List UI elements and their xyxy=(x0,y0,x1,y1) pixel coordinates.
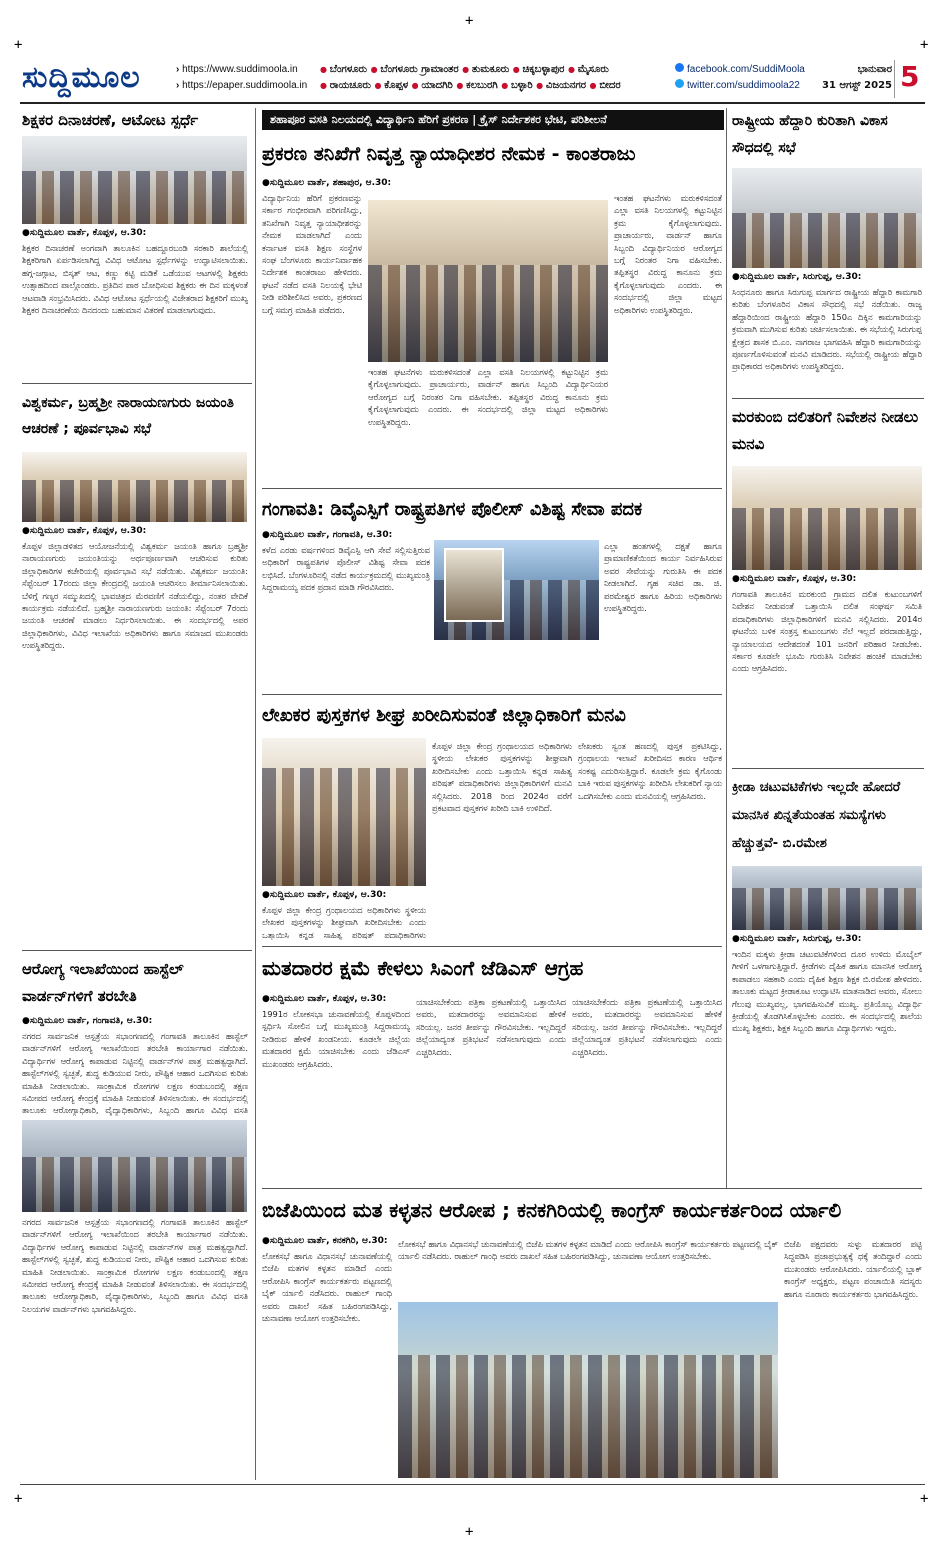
photo-training xyxy=(22,1120,247,1212)
photo-congress-rally xyxy=(398,1302,778,1478)
headline[interactable]: ಬಿಜೆಪಿಯಿಂದ ಮತ ಕಳ್ಳತನ ಆರೋಪ ; ಕನಕಗಿರಿಯಲ್ಲಿ ಕಾಂಗ್ರೆಸ್ ಕಾರ್ಯಕರ್ತರಿಂದ ರ್ಯಾಲಿ xyxy=(262,1198,842,1222)
city-label: ● ಮೈಸೂರು xyxy=(568,64,609,75)
city-label: ● ತುಮಕೂರು xyxy=(462,64,509,75)
headline[interactable]: ಶಿಕ್ಷಕರ ದಿನಾಚರಣೆ, ಆಟೋಟ ಸ್ಪರ್ಧೆ xyxy=(22,111,199,129)
issue-date xyxy=(812,62,892,94)
photo-medal-ceremony xyxy=(434,540,599,640)
city-label: ● ಬೆಂಗಳೂರು ಗ್ರಾಮಾಂತರ xyxy=(371,64,459,75)
headline[interactable]: ಆರೋಗ್ಯ ಇಲಾಖೆಯಿಂದ ಹಾಸ್ಟೆಲ್ ವಾರ್ಡನ್‌ಗಳಿಗೆ ತರಬೇತಿ xyxy=(22,960,184,1005)
article-body-top: ಲೋಕಸಭೆ ಹಾಗೂ ವಿಧಾನಸಭೆ ಚುನಾವಣೆಯಲ್ಲಿ ಬಿಜೆಪಿ ಮತಗಳ ಕಳ್ಳತನ ಮಾಡಿದೆ ಎಂದು ಆರೋಪಿಸಿ ಕಾಂಗ್ರೆಸ್ ಕಾರ್ಯಕರ್ತರು ಪಟ್ಟಣದಲ್ಲಿ ಬೈಕ್ ರ್ಯಾಲಿ ನಡೆಸಿದರು. ರಾಹುಲ್ ಗಾಂಧಿ ಅವರು ದಾಖಲೆ ಸಹಿತ ಬಹಿರಂಗಪಡಿಸಿದ್ದು, ಚುನಾವಣಾ ಆಯೋಗ ಉತ್ತರಿಸಬೇಕು. xyxy=(398,1239,778,1262)
photo-teachers-game xyxy=(22,136,247,224)
divider xyxy=(732,398,924,399)
article-body-continued: ನಗರದ ಸಾರ್ವಜನಿಕ ಆಸ್ಪತ್ರೆಯ ಸಭಾಂಗಣದಲ್ಲಿ ಗಂಗಾವತಿ ತಾಲೂಕಿನ ಹಾಸ್ಟೆಲ್ ವಾರ್ಡನ್‌ಗಳಿಗೆ ಆರೋಗ್ಯ ಇಲಾಖೆಯಿಂದ ತರಬೇತಿ ಕಾರ್ಯಾಗಾರ ನಡೆಯಿತು. ವಿದ್ಯಾರ್ಥಿಗಳ ಆರೋಗ್ಯ ಕಾಪಾಡುವ ನಿಟ್ಟಿನಲ್ಲಿ ವಾರ್ಡನ್‌ಗಳ ಪಾತ್ರ ಮಹತ್ವದ್ದಾಗಿದೆ. ಹಾಸ್ಟೆಲ್‌ಗಳಲ್ಲಿ ಸ್ವಚ್ಛತೆ, ಶುದ್ಧ ಕುಡಿಯುವ ನೀರು, ಪೌಷ್ಟಿಕ ಆಹಾರ ಒದಗಿಸುವ ಕುರಿತು ಮಾಹಿತಿ ನೀಡಲಾಯಿತು. ಸಾಂಕ್ರಾಮಿಕ ರೋಗಗಳ ಲಕ್ಷಣ ಕಂಡುಬಂದಲ್ಲಿ ತಕ್ಷಣ ಸಮೀಪದ ಆರೋಗ್ಯ ಕೇಂದ್ರಕ್ಕೆ ಮಾಹಿತಿ ನೀಡುವಂತೆ ತಿಳಿಸಲಾಯಿತು. ಈ ಸಂದರ್ಭದಲ್ಲಿ ತಾಲೂಕು ಆರೋಗ್ಯಾಧಿಕಾರಿ, ವೈದ್ಯಾಧಿಕಾರಿಗಳು, ಸಿಬ್ಬಂದಿ ಹಾಗೂ ವಿವಿಧ ವಸತಿ ನಿಲಯಗಳ ವಾರ್ಡನ್‌ಗಳು ಭಾಗವಹಿಸಿದ್ದರು. xyxy=(22,1217,248,1314)
byline: ●ಸುದ್ದಿಮೂಲ ವಾರ್ತೆ, ಸಿರುಗುಪ್ಪ, ಆ.30: xyxy=(732,934,862,944)
city-label: ● ಬೀದರ xyxy=(590,80,621,91)
column-rule xyxy=(255,108,256,1480)
article-body: ಕಳೆದ ಎರಡು ವರ್ಷಗಳಿಂದ ಡಿವೈಎಸ್ಪಿ ಆಗಿ ಸೇವೆ ಸಲ್ಲಿಸುತ್ತಿರುವ ಅಧಿಕಾರಿಗೆ ರಾಷ್ಟ್ರಪತಿಗಳ ಪೊಲೀಸ್ ವಿಶಿಷ್ಟ ಸೇವಾ ಪದಕ ಲಭಿಸಿದೆ. ಬೆಂಗಳೂರಿನಲ್ಲಿ ನಡೆದ ಕಾರ್ಯಕ್ರಮದಲ್ಲಿ ಮುಖ್ಯಮಂತ್ರಿ ಸಿದ್ದರಾಮಯ್ಯ ಪದಕ ಪ್ರದಾನ ಮಾಡಿ ಗೌರವಿಸಿದರು. xyxy=(262,545,430,593)
photo-officials-visit xyxy=(368,200,608,362)
article-body: 1991ರ ಲೋಕಸಭಾ ಚುನಾವಣೆಯಲ್ಲಿ ಕೊಪ್ಪಳದಿಂದ ಸ್ಪರ್ಧಿಸಿ ಸೋಲಿನ ಬಗ್ಗೆ ಮುಖ್ಯಮಂತ್ರಿ ಸಿದ್ದರಾಮಯ್ಯ ನೀಡಿರುವ ಹೇಳಿಕೆ ಖಂಡನೀಯ. ಕೂಡಲೇ ಜಿಲ್ಲೆಯ ಮತದಾರರ ಕ್ಷಮೆ ಯಾಚಿಸಬೇಕು ಎಂದು ಜೆಡಿಎಸ್ ಮುಖಂಡರು ಆಗ್ರಹಿಸಿದರು. xyxy=(262,1009,410,1069)
headline[interactable]: ಪ್ರಕರಣ ತನಿಖೆಗೆ ನಿವೃತ್ತ ನ್ಯಾಯಾಧೀಶರ ನೇಮಕ - ಕಾಂತರಾಜು xyxy=(262,143,636,165)
article-body-mid: ಕೊಪ್ಪಳ ಜಿಲ್ಲಾ ಕೇಂದ್ರ ಗ್ರಂಥಾಲಯದ ಅಧಿಕಾರಿಗಳು ಸ್ಥಳೀಯ ಲೇಖಕರ ಪುಸ್ತಕಗಳನ್ನು ಶೀಘ್ರವಾಗಿ ಖರೀದಿಸಬೇಕು ಎಂದು ಒತ್ತಾಯಿಸಿ ಕನ್ನಡ ಸಾಹಿತ್ಯ ಪರಿಷತ್ ಪದಾಧಿಕಾರಿಗಳು ಜಿಲ್ಲಾಧಿಕಾರಿಗಳಿಗೆ ಮನವಿ ಸಲ್ಲಿಸಿದರು. 2018 ರಿಂದ 2024ರ ವರೆಗೆ ಪ್ರಕಟವಾದ ಪುಸ್ತಕಗಳ ಖರೀದಿ ಬಾಕಿ ಉಳಿದಿದೆ. xyxy=(432,741,572,814)
masthead-links xyxy=(176,62,307,94)
headline[interactable]: ಕ್ರೀಡಾ ಚಟುವಟಿಕೆಗಳು ಇಲ್ಲದೇ ಹೋದರೆ ಮಾನಸಿಕ ಖಿನ್ನತೆಯಂತಹ ಸಮಸ್ಯೆಗಳು ಹೆಚ್ಚುತ್ತವೆ- ಬಿ.ರಮೇಶ xyxy=(732,780,901,851)
headline[interactable]: ಮತದಾರರ ಕ್ಷಮೆ ಕೇಳಲು ಸಿಎಂಗೆ ಜೆಡಿಎಸ್ ಆಗ್ರಹ xyxy=(262,956,584,980)
facebook-link[interactable] xyxy=(675,62,805,78)
headline[interactable]: ಮರಕುಂಬಿ ದಲಿತರಿಗೆ ನಿವೇಶನ ನೀಡಲು ಮನವಿ xyxy=(732,408,919,453)
edition-cities xyxy=(320,62,670,94)
article-body: ನಗರದ ಸಾರ್ವಜನಿಕ ಆಸ್ಪತ್ರೆಯ ಸಭಾಂಗಣದಲ್ಲಿ ಗಂಗಾವತಿ ತಾಲೂಕಿನ ಹಾಸ್ಟೆಲ್ ವಾರ್ಡನ್‌ಗಳಿಗೆ ಆರೋಗ್ಯ ಇಲಾಖೆಯಿಂದ ತರಬೇತಿ ಕಾರ್ಯಾಗಾರ ನಡೆಯಿತು. ವಿದ್ಯಾರ್ಥಿಗಳ ಆರೋಗ್ಯ ಕಾಪಾಡುವ ನಿಟ್ಟಿನಲ್ಲಿ ವಾರ್ಡನ್‌ಗಳ ಪಾತ್ರ ಮಹತ್ವದ್ದಾಗಿದೆ. ಹಾಸ್ಟೆಲ್‌ಗಳಲ್ಲಿ ಸ್ವಚ್ಛತೆ, ಶುದ್ಧ ಕುಡಿಯುವ ನೀರು, ಪೌಷ್ಟಿಕ ಆಹಾರ ಒದಗಿಸುವ ಕುರಿತು ಮಾಹಿತಿ ನೀಡಲಾಯಿತು. ಸಾಂಕ್ರಾಮಿಕ ರೋಗಗಳ ಲಕ್ಷಣ ಕಂಡುಬಂದಲ್ಲಿ ತಕ್ಷಣ ಸಮೀಪದ ಆರೋಗ್ಯ ಕೇಂದ್ರಕ್ಕೆ ಮಾಹಿತಿ ನೀಡುವಂತೆ ತಿಳಿಸಲಾಯಿತು. ಈ ಸಂದರ್ಭದಲ್ಲಿ ತಾಲೂಕು ಆರೋಗ್ಯಾಧಿಕಾರಿ, ವೈದ್ಯಾಧಿಕಾರಿಗಳು, ಸಿಬ್ಬಂದಿ ಹಾಗೂ ವಿವಿಧ ವಸತಿ xyxy=(22,1031,248,1116)
website-link[interactable]: › https://www.suddimoola.in xyxy=(176,62,307,78)
headline[interactable]: ಲೇಖಕರ ಪುಸ್ತಕಗಳ ಶೀಘ್ರ ಖರೀದಿಸುವಂತೆ ಜಿಲ್ಲಾಧಿಕಾರಿಗೆ ಮನವಿ xyxy=(262,705,626,726)
article-body: ಇಂದಿನ ಮಕ್ಕಳು ಕ್ರೀಡಾ ಚಟುವಟಿಕೆಗಳಿಂದ ದೂರ ಉಳಿದು ಮೊಬೈಲ್ ಗೀಳಿಗೆ ಒಳಗಾಗುತ್ತಿದ್ದಾರೆ. ಕ್ರೀಡೆಗಳು ದೈಹಿಕ ಹಾಗೂ ಮಾನಸಿಕ ಆರೋಗ್ಯ ಕಾಪಾಡಲು ಸಹಕಾರಿ ಎಂದು ದೈಹಿಕ ಶಿಕ್ಷಣ ಶಿಕ್ಷಕ ಬಿ.ರಮೇಶ ಹೇಳಿದರು. ತಾಲೂಕು ಮಟ್ಟದ ಕ್ರೀಡಾಕೂಟ ಉದ್ಘಾಟಿಸಿ ಮಾತನಾಡಿದ ಅವರು, ಸೋಲು ಗೆಲುವು ಮುಖ್ಯವಲ್ಲ, ಭಾಗವಹಿಸುವಿಕೆ ಮುಖ್ಯ. ಪ್ರತಿಯೊಬ್ಬ ವಿದ್ಯಾರ್ಥಿ ಕ್ರೀಡೆಯಲ್ಲಿ ತೊಡಗಿಸಿಕೊಳ್ಳಬೇಕು ಎಂದರು. ಈ ಸಂದರ್ಭದಲ್ಲಿ ಶಾಲೆಯ ಮುಖ್ಯ ಶಿಕ್ಷಕರು, ಶಿಕ್ಷಕ ಸಿಬ್ಬಂದಿ ಹಾಗೂ ವಿದ್ಯಾರ್ಥಿಗಳು ಇದ್ದರು. xyxy=(732,949,922,1034)
date: 31 ಆಗಸ್ಟ್ 2025 xyxy=(822,80,892,91)
city-label: ● ಚಿಕ್ಕಬಳ್ಳಾಪುರ xyxy=(513,64,565,75)
divider xyxy=(262,1188,922,1189)
byline: ●ಸುದ್ದಿಮೂಲ ವಾರ್ತೆ, ಸಿರುಗುಪ್ಪ, ಆ.30: xyxy=(732,272,862,282)
facebook-icon xyxy=(675,63,684,72)
byline: ●ಸುದ್ದಿಮೂಲ ವಾರ್ತೆ, ಕೊಪ್ಪಳ, ಆ.30: xyxy=(262,994,387,1004)
byline: ●ಸುದ್ದಿಮೂಲ ವಾರ್ತೆ, ಕೊಪ್ಪಳ, ಆ.30: xyxy=(22,526,147,536)
byline: ●ಸುದ್ದಿಮೂಲ ವಾರ್ತೆ, ಕೊಪ್ಪಳ, ಆ.30: xyxy=(22,228,147,238)
photo-memorandum-dc xyxy=(732,466,922,570)
article-body: ಕೊಪ್ಪಳ ಜಿಲ್ಲಾಡಳಿತದ ಆಯೋಜನೆಯಲ್ಲಿ ವಿಶ್ವಕರ್ಮ ಜಯಂತಿ ಹಾಗೂ ಬ್ರಹ್ಮಶ್ರೀ ನಾರಾಯಣಗುರು ಜಯಂತಿಯನ್ನು ಅರ್ಥಪೂರ್ಣವಾಗಿ ಆಚರಿಸುವ ಕುರಿತು ಜಿಲ್ಲಾಧಿಕಾರಿಗಳ ಕಚೇರಿಯಲ್ಲಿ ಪೂರ್ವಭಾವಿ ಸಭೆ ನಡೆಯಿತು. ವಿಶ್ವಕರ್ಮ ಜಯಂತಿ: ಸೆಪ್ಟೆಂಬರ್ 17ರಂದು ಜಿಲ್ಲಾ ಕೇಂದ್ರದಲ್ಲಿ ಜಯಂತಿ ಆಚರಿಸಲು ತೀರ್ಮಾನಿಸಲಾಯಿತು. ಬೆಳಿಗ್ಗೆ ಗಣ್ಯರ ಸಮ್ಮುಖದಲ್ಲಿ ಭಾವಚಿತ್ರದ ಮೆರವಣಿಗೆ ನಡೆಯಲಿದ್ದು, ನಂತರ ವೇದಿಕೆ ಕಾರ್ಯಕ್ರಮ ನಡೆಯಲಿದೆ. ಬ್ರಹ್ಮಶ್ರೀ ನಾರಾಯಣಗುರು ಜಯಂತಿ: ಸೆಪ್ಟೆಂಬರ್ 7ರಂದು ಜಯಂತಿ ಆಚರಣೆ ಮಾಡಲು ನಿರ್ಧರಿಸಲಾಯಿತು. ಈ ಸಂದರ್ಭದಲ್ಲಿ ಅಪರ ಜಿಲ್ಲಾಧಿಕಾರಿಗಳು, ವಿವಿಧ ಇಲಾಖೆಯ ಅಧಿಕಾರಿಗಳು ಹಾಗೂ ಸಮಾಜದ ಮುಖಂಡರು ಉಪಸ್ಥಿತರಿದ್ದರು. xyxy=(22,541,248,651)
masthead-rule xyxy=(20,102,925,104)
city-label: ● ಯಾದಗಿರಿ xyxy=(412,80,453,91)
byline: ●ಸುದ್ದಿಮೂಲ ವಾರ್ತೆ, ಕನಕಗಿರಿ, ಆ.30: xyxy=(262,1236,388,1246)
byline: ●ಸುದ್ದಿಮೂಲ ವಾರ್ತೆ, ಶಹಾಪುರ, ಆ.30: xyxy=(262,178,392,188)
footer-rule xyxy=(20,1484,925,1485)
column-rule xyxy=(726,108,727,1188)
article-body-mid: ಇಂತಹ ಘಟನೆಗಳು ಮರುಕಳಿಸದಂತೆ ಎಲ್ಲಾ ವಸತಿ ನಿಲಯಗಳಲ್ಲಿ ಕಟ್ಟುನಿಟ್ಟಿನ ಕ್ರಮ ಕೈಗೊಳ್ಳಲಾಗುವುದು. ಪ್ರಾಚಾರ್ಯರು, ವಾರ್ಡನ್ ಹಾಗೂ ಸಿಬ್ಬಂದಿ ವಿದ್ಯಾರ್ಥಿನಿಯರ ಆರೋಗ್ಯದ ಬಗ್ಗೆ ನಿರಂತರ ನಿಗಾ ವಹಿಸಬೇಕು. ತಪ್ಪಿತಸ್ಥರ ವಿರುದ್ಧ ಕಾನೂನು ಕ್ರಮ ಕೈಗೊಳ್ಳಲಾಗುವುದು ಎಂದರು. ಈ ಸಂದರ್ಭದಲ್ಲಿ ಜಿಲ್ಲಾ ಮಟ್ಟದ ಅಧಿಕಾರಿಗಳು ಉಪಸ್ಥಿತರಿದ್ದರು. xyxy=(368,367,608,427)
twitter-icon xyxy=(675,79,684,88)
divider xyxy=(22,950,252,951)
photo-vikasa-soudha-meeting xyxy=(732,168,922,268)
divider xyxy=(894,60,895,98)
registration-mark: + xyxy=(920,37,929,53)
page-number: 5 xyxy=(900,60,920,93)
registration-mark: + xyxy=(14,1491,23,1507)
divider xyxy=(262,694,722,695)
city-label: ● ಕಲಬುರಗಿ xyxy=(456,80,497,91)
city-label: ● ಬಳ್ಳಾರಿ xyxy=(501,80,532,91)
article-body-right: ಲೇಖಕರು ಸ್ವಂತ ಹಣದಲ್ಲಿ ಪುಸ್ತಕ ಪ್ರಕಟಿಸಿದ್ದು, ಗ್ರಂಥಾಲಯ ಇಲಾಖೆ ಖರೀದಿಸದ ಕಾರಣ ಆರ್ಥಿಕ ಸಂಕಷ್ಟ ಎದುರಿಸುತ್ತಿದ್ದಾರೆ. ಕೂಡಲೇ ಕ್ರಮ ಕೈಗೊಂಡು ಬಾಕಿ ಇರುವ ಪುಸ್ತಕಗಳನ್ನು ಖರೀದಿಸಿ ಲೇಖಕರಿಗೆ ನ್ಯಾಯ ಒದಗಿಸಬೇಕು ಎಂದು ಮನವಿಯಲ್ಲಿ ಆಗ್ರಹಿಸಿದರು. xyxy=(578,741,722,801)
registration-mark: + xyxy=(14,37,23,53)
article-body: ಲೋಕಸಭೆ ಹಾಗೂ ವಿಧಾನಸಭೆ ಚುನಾವಣೆಯಲ್ಲಿ ಬಿಜೆಪಿ ಮತಗಳ ಕಳ್ಳತನ ಮಾಡಿದೆ ಎಂದು ಆರೋಪಿಸಿ ಕಾಂಗ್ರೆಸ್ ಕಾರ್ಯಕರ್ತರು ಪಟ್ಟಣದಲ್ಲಿ ಬೈಕ್ ರ್ಯಾಲಿ ನಡೆಸಿದರು. ರಾಹುಲ್ ಗಾಂಧಿ ಅವರು ದಾಖಲೆ ಸಹಿತ ಬಹಿರಂಗಪಡಿಸಿದ್ದು, ಚುನಾವಣಾ ಆಯೋಗ ಉತ್ತರಿಸಬೇಕು. xyxy=(262,1251,392,1324)
headline[interactable]: ರಾಷ್ಟ್ರೀಯ ಹೆದ್ದಾರಿ ಕುರಿತಾಗಿ ವಿಕಾಸ ಸೌಧದಲ್ಲಿ ಸಭೆ xyxy=(732,113,888,156)
twitter-link[interactable] xyxy=(675,78,805,94)
byline: ●ಸುದ್ದಿಮೂಲ ವಾರ್ತೆ, ಕೊಪ್ಪಳ, ಆ.30: xyxy=(262,890,387,900)
divider xyxy=(732,768,924,769)
headline[interactable]: ವಿಶ್ವಕರ್ಮ, ಬ್ರಹ್ಮಶ್ರೀ ನಾರಾಯಣಗುರು ಜಯಂತಿ ಆಚರಣೆ ; ಪೂರ್ವಭಾವಿ ಸಭೆ xyxy=(22,395,234,437)
byline: ●ಸುದ್ದಿಮೂಲ ವಾರ್ತೆ, ಗಂಗಾವತಿ, ಆ.30: xyxy=(22,1016,153,1026)
social-links xyxy=(675,62,805,94)
city-label: ● ರಾಯಚೂರು xyxy=(320,80,371,91)
headline[interactable]: ಗಂಗಾವತಿ: ಡಿವೈಎಸ್ಪಿಗೆ ರಾಷ್ಟ್ರಪತಿಗಳ ಪೊಲೀಸ್ ವಿಶಿಷ್ಟ ಸೇವಾ ಪದಕ xyxy=(262,499,643,520)
article-body: ವಿದ್ಯಾರ್ಥಿನಿಯ ಹೆರಿಗೆ ಪ್ರಕರಣವನ್ನು ಸರ್ಕಾರ ಗಂಭೀರವಾಗಿ ಪರಿಗಣಿಸಿದ್ದು, ತನಿಖೆಗಾಗಿ ನಿವೃತ್ತ ನ್ಯಾಯಾಧೀಶರನ್ನು ನೇಮಕ ಮಾಡಲಾಗಿದೆ ಎಂದು ಕರ್ನಾಟಕ ವಸತಿ ಶಿಕ್ಷಣ ಸಂಸ್ಥೆಗಳ ಸಂಘ ಬೆಂಗಳೂರು ಕಾರ್ಯನಿರ್ವಾಹಕ ನಿರ್ದೇಶಕ ಕಾಂತರಾಜು ಹೇಳಿದರು. ಘಟನೆ ನಡೆದ ವಸತಿ ನಿಲಯಕ್ಕೆ ಭೇಟಿ ನೀಡಿ ಪರಿಶೀಲಿಸಿದ ಅವರು, ಪ್ರಕರಣದ ಬಗ್ಗೆ ಸಮಗ್ರ ಮಾಹಿತಿ ಪಡೆದರು. xyxy=(262,193,362,315)
registration-mark: + xyxy=(465,13,474,29)
facebook-url: facebook.com/SuddiMoola xyxy=(687,64,805,75)
article-body-right: ಯಾಚಿಸಬೇಕೆಂದು ಪತ್ರಿಕಾ ಪ್ರಕಟಣೆಯಲ್ಲಿ ಒತ್ತಾಯಿಸಿದ ಅವರು, ಮತದಾರರನ್ನು ಅವಮಾನಿಸುವ ಹೇಳಿಕೆ ಸರಿಯಲ್ಲ. ಜನರ ತೀರ್ಪನ್ನು ಗೌರವಿಸಬೇಕು. ಇಲ್ಲದಿದ್ದರೆ ಜಿಲ್ಲೆಯಾದ್ಯಂತ ಪ್ರತಿಭಟನೆ ನಡೆಸಲಾಗುವುದು ಎಂದು ಎಚ್ಚರಿಸಿದರು. xyxy=(572,997,722,1057)
photo-sports-meet xyxy=(732,866,922,930)
byline: ●ಸುದ್ದಿಮೂಲ ವಾರ್ತೆ, ಕೊಪ್ಪಳ, ಆ.30: xyxy=(732,574,857,584)
masthead-logo[interactable]: ಸುದ್ದಿಮೂಲ xyxy=(22,60,141,95)
byline: ●ಸುದ್ದಿಮೂಲ ವಾರ್ತೆ, ಗಂಗಾವತಿ, ಆ.30: xyxy=(262,530,393,540)
article-body-right: ಎಲ್ಲಾ ಹಂತಗಳಲ್ಲಿ ದಕ್ಷತೆ ಹಾಗೂ ಪ್ರಾಮಾಣಿಕತೆಯಿಂದ ಕಾರ್ಯ ನಿರ್ವಹಿಸಿರುವ ಅವರ ಸೇವೆಯನ್ನು ಗುರುತಿಸಿ ಈ ಪದಕ ನೀಡಲಾಗಿದೆ. ಗೃಹ ಸಚಿವ ಡಾ. ಜಿ. ಪರಮೇಶ್ವರ ಹಾಗೂ ಹಿರಿಯ ಅಧಿಕಾರಿಗಳು ಉಪಸ್ಥಿತರಿದ್ದರು. xyxy=(604,541,722,614)
article-body: ಶಿಕ್ಷಕರ ದಿನಾಚರಣೆ ಅಂಗವಾಗಿ ತಾಲೂಕಿನ ಬಹದ್ದೂರಬಂಡಿ ಸರಕಾರಿ ಶಾಲೆಯಲ್ಲಿ ಶಿಕ್ಷಕರಿಗಾಗಿ ಏರ್ಪಡಿಸಲಾಗಿದ್ದ ವಿವಿಧ ಆಟೋಟ ಸ್ಪರ್ಧೆಗಳನ್ನು ಉದ್ಘಾಟಿಸಲಾಯಿತು. ಹಗ್ಗ-ಜಗ್ಗಾಟ, ಬಿಸ್ಕತ್ ಆಟ, ಕಣ್ಣು ಕಟ್ಟಿ ಮಡಿಕೆ ಒಡೆಯುವ ಆಟಗಳಲ್ಲಿ ಶಿಕ್ಷಕರು ಉತ್ಸಾಹದಿಂದ ಪಾಲ್ಗೊಂಡರು. ಪ್ರತಿದಿನ ಪಾಠ ಬೋಧಿಸುವ ಶಿಕ್ಷಕರು ಈ ದಿನ ಮಕ್ಕಳಂತೆ ಆಟವಾಡಿ ಸಂಭ್ರಮಿಸಿದರು. ವಿವಿಧ ಆಟೋಟ ಸ್ಪರ್ಧೆಯಲ್ಲಿ ವಿಜೇತರಾದ ಶಿಕ್ಷಕರಿಗೆ ಮುಖ್ಯ ಶಿಕ್ಷಕರ ದಿನಾಚರಣೆಯ ದಿನದಂದು ಬಹುಮಾನ ವಿತರಣೆ ಮಾಡಲಾಗುವುದು. xyxy=(22,243,248,316)
city-label: ● ಕೊಪ್ಪಳ xyxy=(374,80,408,91)
epaper-link[interactable]: › https://epaper.suddimoola.in xyxy=(176,78,307,94)
twitter-url: twitter.com/suddimoola22 xyxy=(687,80,800,91)
kicker[interactable]: ಶಹಾಪೂರ ವಸತಿ ನಿಲಯದಲ್ಲಿ ವಿದ್ಯಾರ್ಥಿನಿ ಹೆರಿಗೆ ಪ್ರಕರಣ | ಕ್ರೈಸ್ ನಿರ್ದೇಶಕರ ಭೇಟಿ, ಪರಿಶೀಲನೆ xyxy=(262,110,724,130)
weekday: ಭಾನುವಾರ xyxy=(857,64,892,75)
photo-memorandum xyxy=(262,738,426,886)
city-label: ● ವಿಜಯನಗರ xyxy=(536,80,586,91)
city-label: ● ಬೆಂಗಳೂರು xyxy=(320,64,367,75)
photo-meeting xyxy=(22,452,247,522)
divider xyxy=(262,488,722,489)
article-body: ಸಿಂಧನೂರು ಹಾಗೂ ಸಿರುಗುಪ್ಪ ಮಾರ್ಗದ ರಾಷ್ಟ್ರೀಯ ಹೆದ್ದಾರಿ ಕಾಮಗಾರಿ ಕುರಿತು ಬೆಂಗಳೂರಿನ ವಿಕಾಸ ಸೌಧದಲ್ಲಿ ಸಭೆ ನಡೆಯಿತು. ರಾಜ್ಯ ಹೆದ್ದಾರಿಯಿಂದ ರಾಷ್ಟ್ರೀಯ ಹೆದ್ದಾರಿ 150ಎ ದಿಕ್ಕಿನ ಕಾಮಗಾರಿಯನ್ನು ಕ್ರಮವಾಗಿ ಮುಗಿಸುವ ಕುರಿತು ಚರ್ಚಿಸಲಾಯಿತು. ಈ ಸಭೆಯಲ್ಲಿ ಸಿರುಗುಪ್ಪ ಕ್ಷೇತ್ರದ ಶಾಸಕ ಬಿ.ಎಂ. ನಾಗರಾಜ ಭಾಗವಹಿಸಿ ಹೆದ್ದಾರಿ ಕಾಮಗಾರಿಯನ್ನು ಪೂರ್ಣಗೊಳಿಸುವಂತೆ ಮನವಿ ಮಾಡಿದರು. ಸಭೆಯಲ್ಲಿ ರಾಷ್ಟ್ರೀಯ ಹೆದ್ದಾರಿ ಪ್ರಾಧಿಕಾರದ ಅಧಿಕಾರಿಗಳು ಉಪಸ್ಥಿತರಿದ್ದರು. xyxy=(732,287,922,372)
registration-mark: + xyxy=(465,1524,474,1540)
article-body-right: ಇಂತಹ ಘಟನೆಗಳು ಮರುಕಳಿಸದಂತೆ ಎಲ್ಲಾ ವಸತಿ ನಿಲಯಗಳಲ್ಲಿ ಕಟ್ಟುನಿಟ್ಟಿನ ಕ್ರಮ ಕೈಗೊಳ್ಳಲಾಗುವುದು. ಪ್ರಾಚಾರ್ಯರು, ವಾರ್ಡನ್ ಹಾಗೂ ಸಿಬ್ಬಂದಿ ವಿದ್ಯಾರ್ಥಿನಿಯರ ಆರೋಗ್ಯದ ಬಗ್ಗೆ ನಿರಂತರ ನಿಗಾ ವಹಿಸಬೇಕು. ತಪ್ಪಿತಸ್ಥರ ವಿರುದ್ಧ ಕಾನೂನು ಕ್ರಮ ಕೈಗೊಳ್ಳಲಾಗುವುದು ಎಂದರು. ಈ ಸಂದರ್ಭದಲ್ಲಿ ಜಿಲ್ಲಾ ಮಟ್ಟದ ಅಧಿಕಾರಿಗಳು ಉಪಸ್ಥಿತರಿದ್ದರು. xyxy=(614,193,722,315)
divider xyxy=(22,383,252,384)
article-body-mid: ಯಾಚಿಸಬೇಕೆಂದು ಪತ್ರಿಕಾ ಪ್ರಕಟಣೆಯಲ್ಲಿ ಒತ್ತಾಯಿಸಿದ ಅವರು, ಮತದಾರರನ್ನು ಅವಮಾನಿಸುವ ಹೇಳಿಕೆ ಸರಿಯಲ್ಲ. ಜನರ ತೀರ್ಪನ್ನು ಗೌರವಿಸಬೇಕು. ಇಲ್ಲದಿದ್ದರೆ ಜಿಲ್ಲೆಯಾದ್ಯಂತ ಪ್ರತಿಭಟನೆ ನಡೆಸಲಾಗುವುದು ಎಂದು ಎಚ್ಚರಿಸಿದರು. xyxy=(416,997,566,1057)
article-body-right: ಬಿಜೆಪಿ ಪಕ್ಷದವರು ಸುಳ್ಳು ಮತದಾರರ ಪಟ್ಟಿ ಸಿದ್ಧಪಡಿಸಿ ಪ್ರಜಾಪ್ರಭುತ್ವಕ್ಕೆ ಧಕ್ಕೆ ತಂದಿದ್ದಾರೆ ಎಂದು ಮುಖಂಡರು ಆರೋಪಿಸಿದರು. ರ್ಯಾಲಿಯಲ್ಲಿ ಬ್ಲಾಕ್ ಕಾಂಗ್ರೆಸ್ ಅಧ್ಯಕ್ಷರು, ಪಟ್ಟಣ ಪಂಚಾಯಿತಿ ಸದಸ್ಯರು ಹಾಗೂ ನೂರಾರು ಕಾರ್ಯಕರ್ತರು ಭಾಗವಹಿಸಿದ್ದರು. xyxy=(784,1239,922,1299)
registration-mark: + xyxy=(920,1491,929,1507)
article-body: ಗಂಗಾವತಿ ತಾಲೂಕಿನ ಮರಕುಂಬಿ ಗ್ರಾಮದ ದಲಿತ ಕುಟುಂಬಗಳಿಗೆ ನಿವೇಶನ ನೀಡುವಂತೆ ಒತ್ತಾಯಿಸಿ ದಲಿತ ಸಂಘರ್ಷ ಸಮಿತಿ ಪದಾಧಿಕಾರಿಗಳು ಜಿಲ್ಲಾಧಿಕಾರಿಗಳಿಗೆ ಮನವಿ ಸಲ್ಲಿಸಿದರು. 2014ರ ಘಟನೆಯ ಬಳಿಕ ಸಂತ್ರಸ್ತ ಕುಟುಂಬಗಳು ನೆಲೆ ಇಲ್ಲದೆ ಪರದಾಡುತ್ತಿದ್ದು, ನ್ಯಾಯಾಲಯದ ಆದೇಶದಂತೆ 101 ಜನರಿಗೆ ಪರಿಹಾರ ನೀಡಬೇಕು. ಸರ್ಕಾರ ಕೂಡಲೇ ಭೂಮಿ ಗುರುತಿಸಿ ನಿವೇಶನ ಹಂಚಿಕೆ ಮಾಡಬೇಕು ಎಂದು ಆಗ್ರಹಿಸಿದರು. xyxy=(732,589,922,674)
article-body: ಕೊಪ್ಪಳ ಜಿಲ್ಲಾ ಕೇಂದ್ರ ಗ್ರಂಥಾಲಯದ ಅಧಿಕಾರಿಗಳು ಸ್ಥಳೀಯ ಲೇಖಕರ ಪುಸ್ತಕಗಳನ್ನು ಶೀಘ್ರವಾಗಿ ಖರೀದಿಸಬೇಕು ಎಂದು ಒತ್ತಾಯಿಸಿ ಕನ್ನಡ ಸಾಹಿತ್ಯ ಪರಿಷತ್ ಪದಾಧಿಕಾರಿಗಳು xyxy=(262,905,426,940)
divider xyxy=(262,946,722,947)
